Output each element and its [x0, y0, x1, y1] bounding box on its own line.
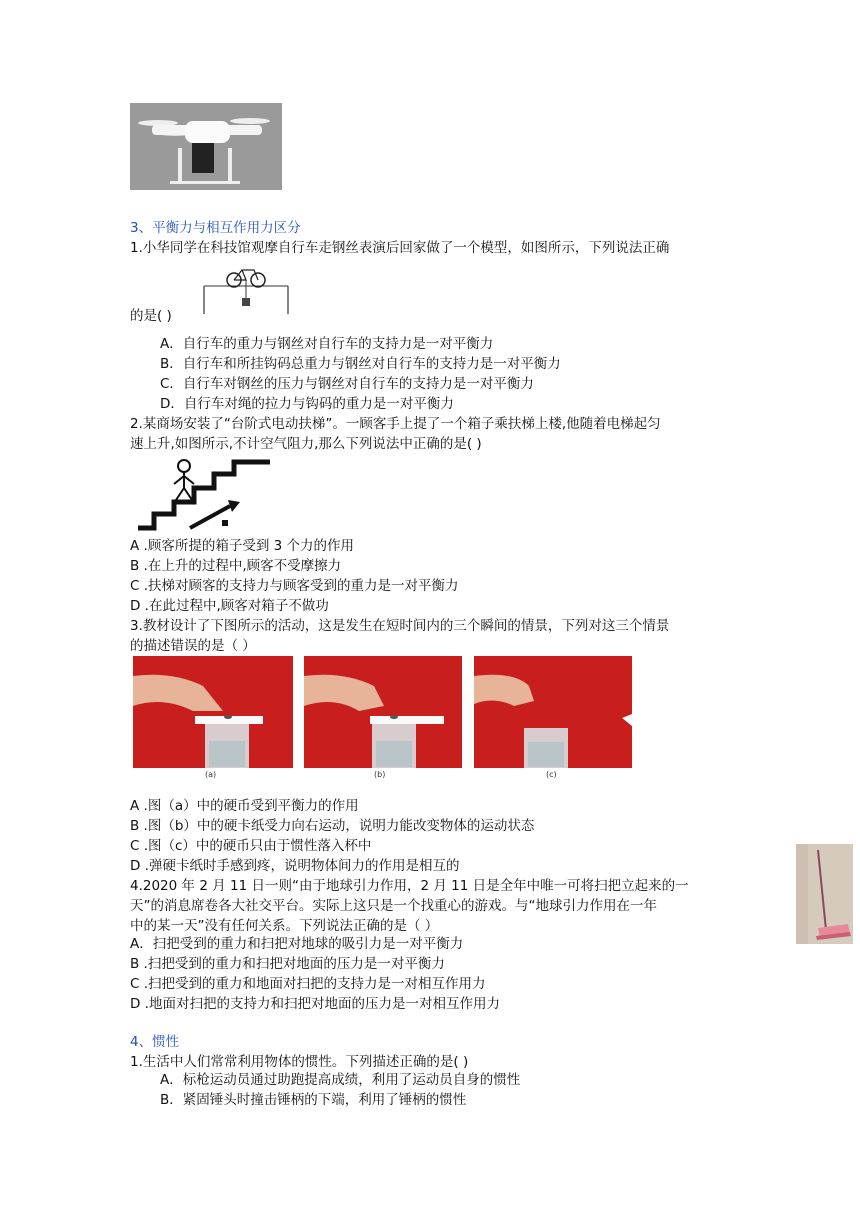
photo-c	[474, 656, 632, 780]
photo-a-caption: (a)	[205, 770, 217, 779]
section-4-heading: 4、惯性	[130, 1034, 180, 1050]
broom-image	[796, 844, 853, 944]
q2-stem-line2: 速上升,如图所示,不计空气阻力,那么下列说法中正确的是( )	[130, 436, 482, 452]
s4-q1-stem: 1.生活中人们常常利用物体的惯性。下列描述正确的是( )	[130, 1054, 469, 1070]
q1-option-c: C．自行车对钢丝的压力与钢丝对自行车的支持力是一对平衡力	[160, 376, 534, 392]
q3-option-c: C .图（c）中的硬币只由于惯性落入杯中	[130, 838, 372, 854]
q1-option-d: D．自行车对绳的拉力与钩码的重力是一对平衡力	[160, 396, 454, 412]
q1-option-b: B．自行车和所挂钩码总重力与钢丝对自行车的支持力是一对平衡力	[160, 356, 561, 372]
section-3-heading: 3、平衡力与相互作用力区分	[130, 220, 301, 236]
s4-q1-option-a: A．标枪运动员通过助跑提高成绩，利用了运动员自身的惯性	[160, 1072, 521, 1088]
q3-option-b: B .图（b）中的硬卡纸受力向右运动，说明力能改变物体的运动状态	[130, 818, 535, 834]
q4-stem-line3: 中的某一天”没有任何关系。下列说法正确的是（ ）	[130, 918, 439, 934]
photo-c-caption: (c)	[546, 770, 557, 779]
q1-stem-line1: 1.小华同学在科技馆观摩自行车走钢丝表演后回家做了一个模型，如图所示，下列说法正确	[130, 240, 670, 256]
bicycle-wire-image	[198, 262, 294, 314]
q4-stem-line1: 4.2020 年 2 月 11 日一则“由于地球引力作用，2 月 11 日是全年中唯一可将扫把立起来的一	[130, 878, 689, 894]
q2-option-d: D .在此过程中,顾客对箱子不做功	[130, 598, 329, 614]
photo-b	[304, 656, 462, 780]
q4-option-b: B .扫把受到的重力和扫把对地面的压力是一对平衡力	[130, 956, 445, 972]
photo-b-caption: (b)	[374, 770, 386, 779]
q2-option-a: A .顾客所提的箱子受到 3 个力的作用	[130, 538, 354, 554]
q3-stem-line1: 3.教材设计了下图所示的活动，这是发生在短时间内的三个瞬间的情景，下列对这三个情景	[130, 618, 670, 634]
s4-q1-option-b: B．紧固锤头时撞击锤柄的下端，利用了锤柄的惯性	[160, 1092, 467, 1108]
escalator-image	[130, 456, 275, 534]
q3-option-a: A .图（a）中的硬币受到平衡力的作用	[130, 798, 359, 814]
q3-option-d: D .弹硬卡纸时手感到疼，说明物体间力的作用是相互的	[130, 858, 460, 874]
q4-stem-line2: 天”的消息席卷各大社交平台。实际上这只是一个找重心的游戏。与“地球引力作用在一年	[130, 898, 657, 914]
q1-option-a: A．自行车的重力与钢丝对自行车的支持力是一对平衡力	[160, 336, 494, 352]
q1-stem-line2: 的是( )	[130, 308, 172, 324]
photo-a	[133, 656, 293, 780]
drone-image	[130, 103, 282, 190]
q4-option-a: A．扫把受到的重力和扫把对地球的吸引力是一对平衡力	[130, 936, 464, 952]
q4-option-c: C .扫把受到的重力和地面对扫把的支持力是一对相互作用力	[130, 976, 486, 992]
q4-option-d: D .地面对扫把的支持力和扫把对地面的压力是一对相互作用力	[130, 996, 500, 1012]
q2-option-c: C .扶梯对顾客的支持力与顾客受到的重力是一对平衡力	[130, 578, 459, 594]
q2-stem-line1: 2.某商场安装了“台阶式电动扶梯”。一顾客手上提了一个箱子乘扶梯上楼,他随着电梯起匀	[130, 416, 661, 432]
q2-option-b: B .在上升的过程中,顾客不受摩擦力	[130, 558, 342, 574]
q3-stem-line2: 的描述错误的是（ ）	[130, 638, 256, 654]
